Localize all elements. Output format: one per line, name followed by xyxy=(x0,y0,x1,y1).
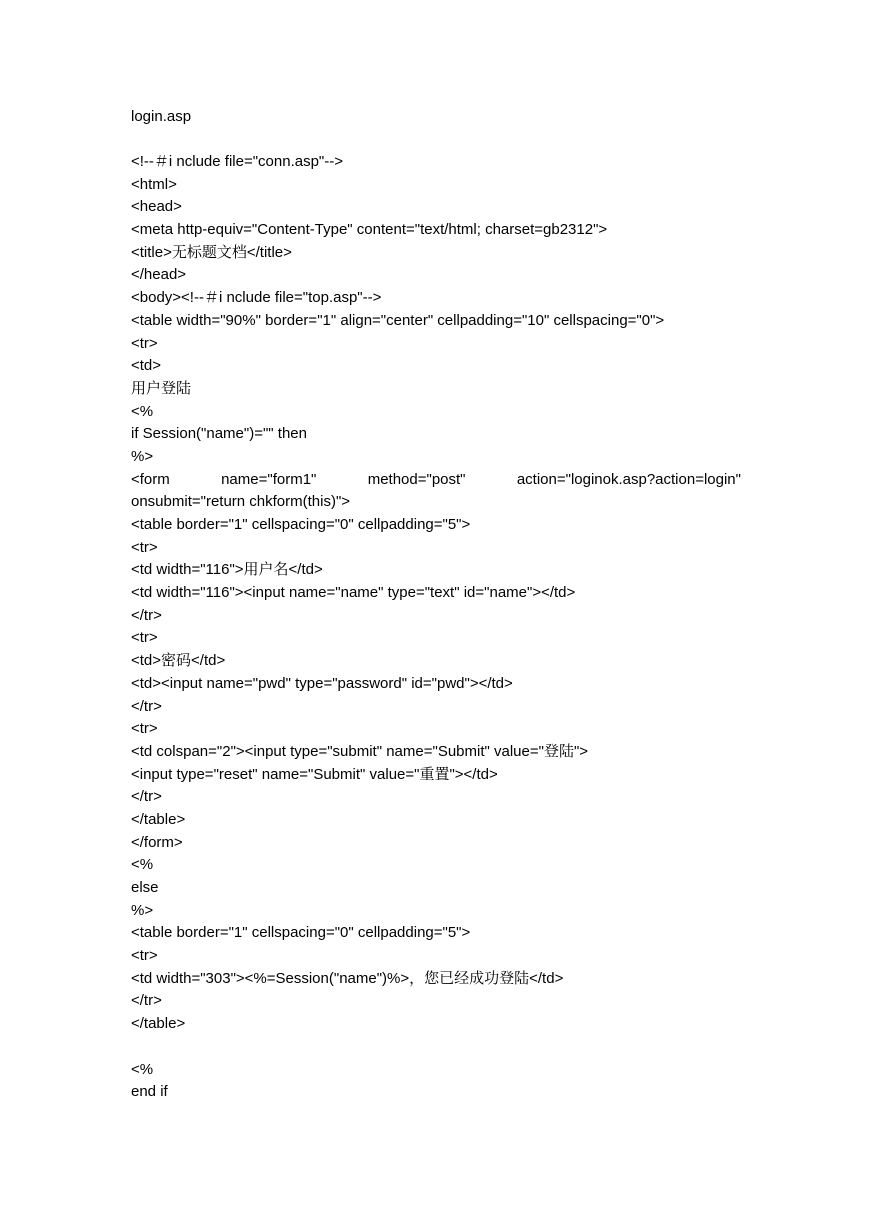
code-line: <td width="116">用户名</td> xyxy=(131,561,323,579)
code-line: <table border="1" cellspacing="0" cellpadding="5"> xyxy=(131,924,471,942)
form-token: <form xyxy=(131,470,170,488)
code-line-form xyxy=(131,469,741,492)
code-line: else xyxy=(131,879,159,896)
code-line: <% xyxy=(131,856,154,874)
code-line: <input type="reset" name="Submit" value="重置"></td> xyxy=(131,765,498,783)
code-listing xyxy=(131,151,741,1104)
code-line: <meta http-equiv="Content-Type" content="text/html; charset=gb2312"> xyxy=(131,221,608,239)
code-line: <!--＃i nclude file="conn.asp"--> xyxy=(131,153,343,170)
code-line: <head> xyxy=(131,198,182,216)
code-line: <title>无标题文档</title> xyxy=(131,243,292,261)
document-filename: login.asp xyxy=(131,108,192,125)
code-line: </table> xyxy=(131,1015,186,1033)
code-line: onsubmit="return chkform(this)"> xyxy=(131,493,351,511)
code-line: <td colspan="2"><input type="submit" name="Submit" value="登陆"> xyxy=(131,742,589,760)
code-line: </tr> xyxy=(131,788,162,806)
code-line: <tr> xyxy=(131,538,158,556)
code-line: </head> xyxy=(131,266,187,284)
code-line: <tr> xyxy=(131,720,158,738)
code-line: </tr> xyxy=(131,992,162,1010)
code-line: </form> xyxy=(131,833,183,851)
code-line: <td><input name="pwd" type="password" id="pwd"></td> xyxy=(131,674,513,692)
blank-line xyxy=(131,1036,741,1059)
code-line: <td> xyxy=(131,357,162,375)
code-line: </tr> xyxy=(131,697,162,715)
code-line: <body><!--＃i nclude file="top.asp"--> xyxy=(131,289,382,307)
code-line: </table> xyxy=(131,810,186,828)
code-line: <table width="90%" border="1" align="center" cellpadding="10" cellspacing="0"> xyxy=(131,311,665,329)
form-token: method="post" xyxy=(367,470,466,488)
code-line: <tr> xyxy=(131,947,158,965)
form-token: action="loginok.asp?action=login" xyxy=(516,470,741,488)
code-line: <% xyxy=(131,1060,154,1078)
code-line: <table border="1" cellspacing="0" cellpadding="5"> xyxy=(131,516,471,533)
code-line: %> xyxy=(131,447,154,465)
code-line: <tr> xyxy=(131,334,158,352)
code-line: <td>密码</td> xyxy=(131,652,226,670)
code-line: <td width="303"><%=Session("name")%>，您已经成功登陆</td> xyxy=(131,969,564,987)
code-line: <td width="116"><input name="name" type="text" id="name"></td> xyxy=(131,584,576,602)
code-line: <% xyxy=(131,402,154,420)
code-line: if Session("name")="" then xyxy=(131,425,307,443)
code-line: %> xyxy=(131,901,154,919)
code-line: <html> xyxy=(131,175,177,193)
code-line: </tr> xyxy=(131,606,162,624)
code-line: <tr> xyxy=(131,629,158,647)
code-line: end if xyxy=(131,1083,168,1101)
form-token: name="form1" xyxy=(221,470,317,488)
code-line: 用户登陆 xyxy=(131,379,192,397)
